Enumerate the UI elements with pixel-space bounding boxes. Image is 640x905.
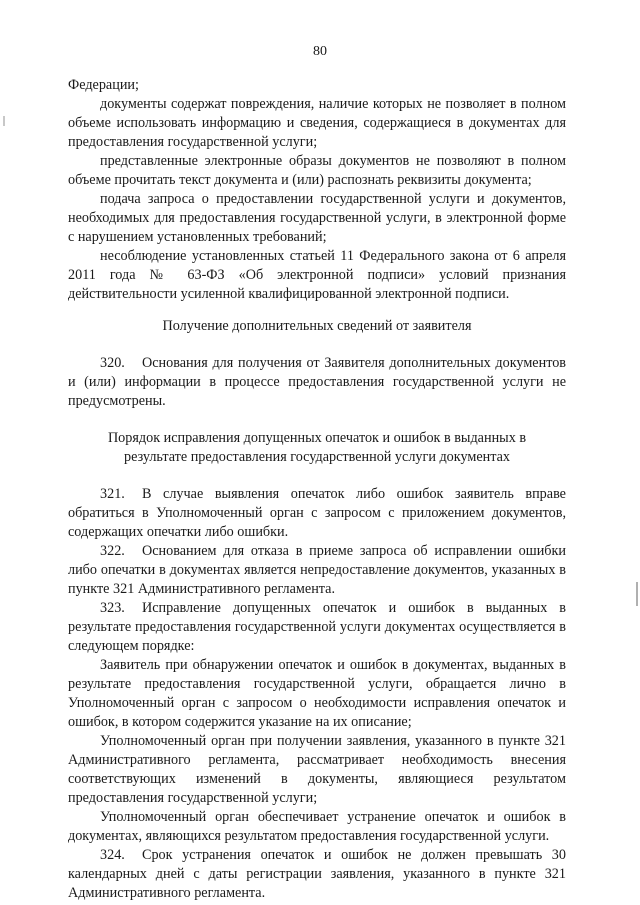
paragraph: Федерации; (68, 77, 139, 93)
item-text: Исправление допущенных опечаток и ошибок в выданных в результате предоставления государственной услуги документах осуществляется в следующем порядке: (68, 600, 566, 654)
item-number: 321. (100, 486, 125, 502)
paragraph: несоблюдение установленных статьей 11 Федерального закона от 6 апреля 2011 года № 63-ФЗ «Об электронной подписи» условий признания действительности усиленной квалифицированной электронной подписи. (68, 248, 566, 302)
item-number: 322. (100, 543, 125, 559)
item-number: 324. (100, 847, 125, 863)
item-text: В случае выявления опечаток либо ошибок заявитель вправе обратиться в Уполномоченный орган с запросом с приложением документов, содержащих опечатки либо ошибки. (68, 486, 566, 540)
paragraph: Заявитель при обнаружении опечаток и ошибок в документах, выданных в результате предоставления государственной услуги, обращается лично в Уполномоченный орган с запросом о необходимости исправления опечаток и ошибок, в котором содержится указание на их описание; (68, 657, 566, 730)
paragraph: Уполномоченный орган обеспечивает устранение опечаток и ошибок в документах, являющихся результатом предоставления государственной услуги. (68, 809, 566, 844)
paragraph: подача запроса о предоставлении государственной услуги и документов, необходимых для предоставления государственной услуги, в электронной форме с нарушением установленных требований; (68, 191, 566, 245)
heading-line: результате предоставления государственной услуги документах (124, 449, 510, 465)
paragraph: документы содержат повреждения, наличие которых не позволяет в полном объеме использовать информацию и сведения, содержащиеся в документах для предоставления государственной услуги; (68, 96, 566, 150)
document-body (68, 76, 566, 903)
heading-line: Порядок исправления допущенных опечаток и ошибок в выданных в (107, 430, 527, 446)
item-text: Срок устранения опечаток и ошибок не должен превышать 30 календарных дней с даты регистрации заявления, указанного в пункте 321 Административного регламента. (68, 847, 566, 901)
section-heading: Получение дополнительных сведений от заявителя (162, 318, 472, 334)
numbered-item-324 (68, 846, 566, 903)
item-number: 320. (100, 355, 125, 371)
paragraph: представленные электронные образы документов не позволяют в полном объеме прочитать текст документа и (или) распознать реквизиты документа; (68, 153, 566, 188)
numbered-item-323 (68, 599, 566, 656)
item-text: Основанием для отказа в приеме запроса об исправлении ошибки либо опечатки в документах является непредоставление документов, указанных в пункте 321 Административного регламента. (68, 543, 566, 597)
numbered-item-320 (68, 354, 566, 411)
item-number: 323. (100, 600, 125, 616)
numbered-item-322 (68, 542, 566, 599)
paragraph: Уполномоченный орган при получении заявления, указанного в пункте 321 Административного регламента, рассматривает необходимость внесения соответствующих изменений в документы, являющиеся результатом предоставления государственной услуги; (68, 733, 566, 806)
scan-mark (3, 116, 5, 126)
numbered-item-321 (68, 485, 566, 542)
item-text: Основания для получения от Заявителя дополнительных документов и (или) информации в процессе предоставления государственной услуги не предусмотрены. (68, 355, 566, 409)
page-number: 80 (313, 44, 327, 59)
section-heading (68, 429, 566, 467)
scan-mark (636, 582, 638, 606)
